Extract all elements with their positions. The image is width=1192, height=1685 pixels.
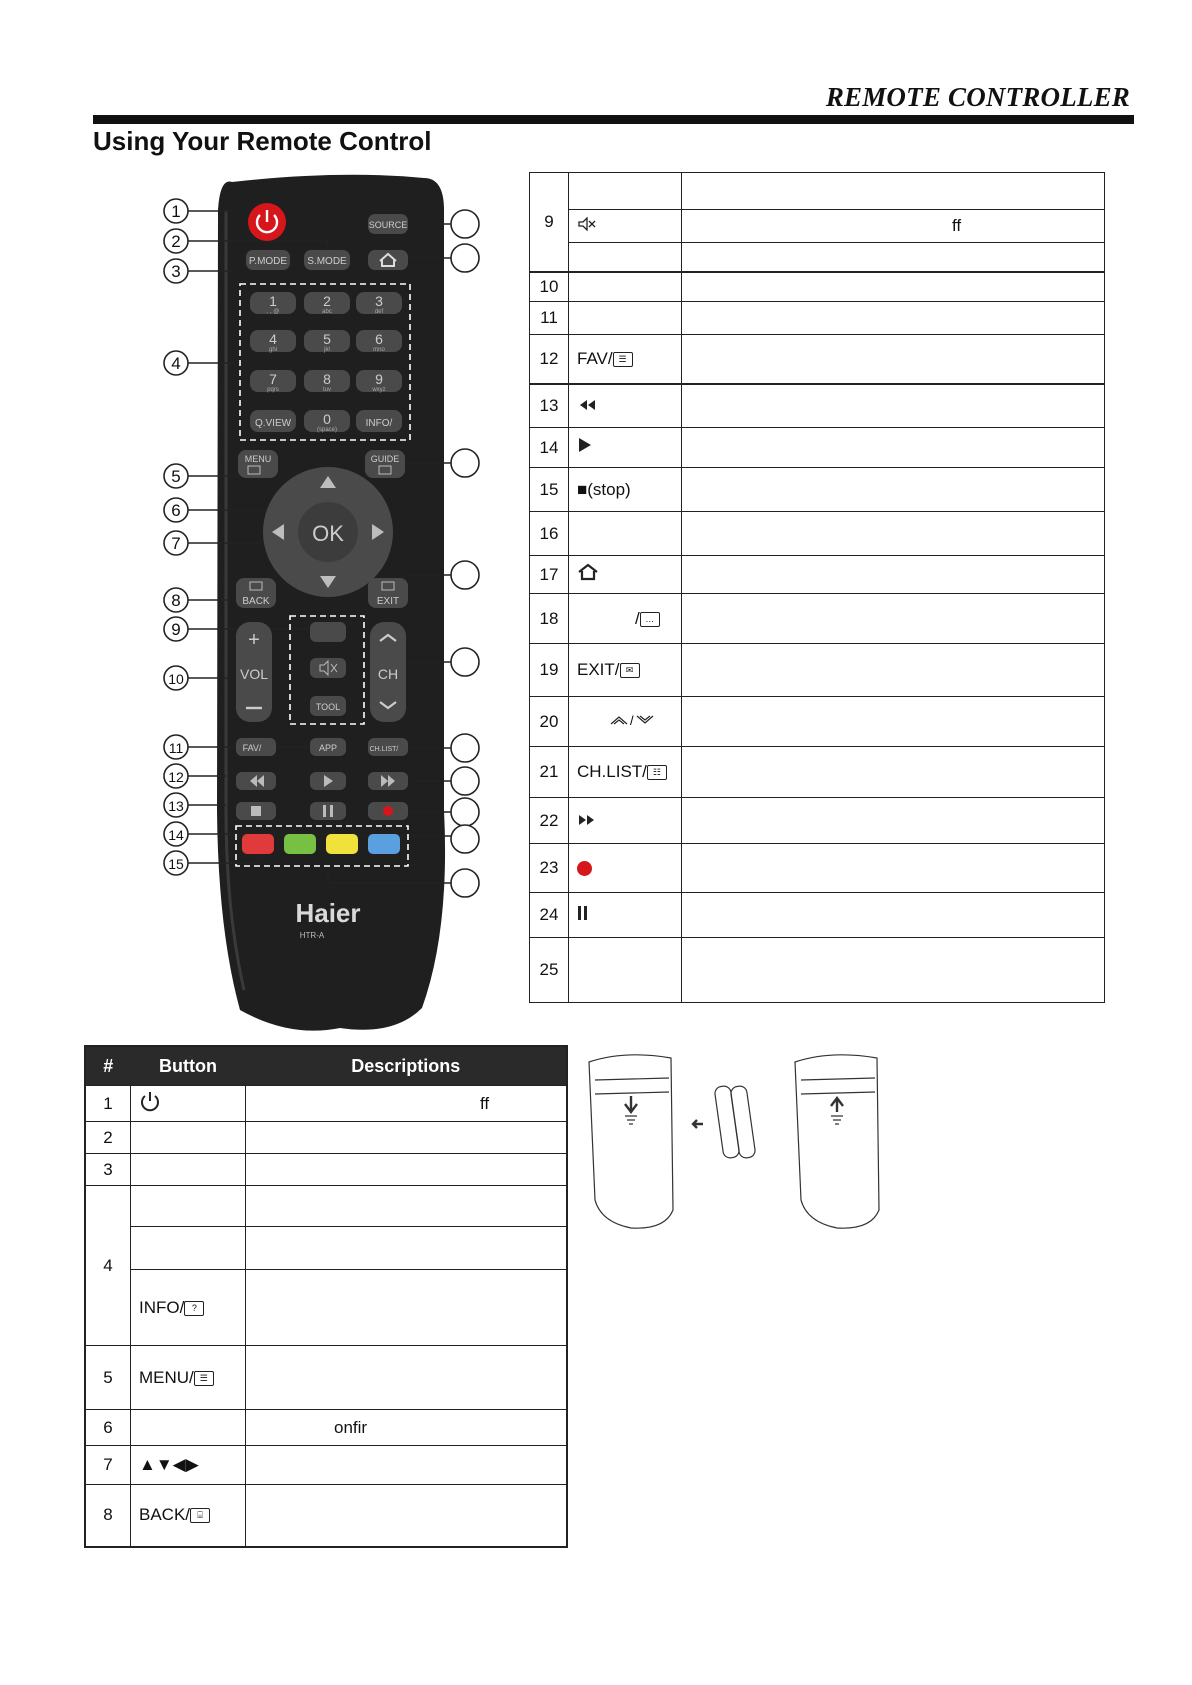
num4-sub-label: ghi	[268, 347, 278, 353]
callout-13-label: 13	[168, 798, 184, 814]
callout-7-label: 7	[171, 534, 181, 553]
fav-icon: ☰	[613, 352, 633, 367]
stop-icon	[251, 806, 261, 816]
num7-label: 7	[269, 371, 277, 387]
row-num: 16	[530, 512, 569, 556]
ok-label: OK	[312, 521, 344, 546]
callout-2-label: 2	[171, 232, 181, 251]
row-num: 21	[530, 747, 569, 798]
num5-sub-label: jkl	[324, 347, 330, 353]
menu-icon: ☰	[194, 1371, 214, 1386]
record-icon	[577, 861, 592, 876]
tool-button-label: TOOL	[315, 702, 341, 712]
num8-sub-label: tuv	[322, 387, 332, 393]
back-icon: ⌸	[190, 1508, 210, 1523]
callout-5-label: 5	[171, 467, 181, 486]
row-num: 12	[530, 335, 569, 384]
col-header-button: Button	[131, 1046, 246, 1086]
row-num: 24	[530, 893, 569, 938]
num0-sub-label: (space)	[316, 427, 338, 433]
smode-button-label: S.MODE	[307, 256, 347, 267]
yellow-key	[326, 834, 358, 854]
mute-icon	[577, 217, 597, 231]
row-num: 17	[530, 556, 569, 594]
num9-label: 9	[375, 371, 383, 387]
callout-15-label: 15	[168, 856, 184, 872]
btn-cell: ■(stop)	[569, 468, 682, 512]
callout-1-label: 1	[171, 202, 181, 221]
row-num: 19	[530, 644, 569, 697]
callout-6-label: 6	[171, 501, 181, 520]
row-num: 23	[530, 844, 569, 893]
remote-illustration	[160, 170, 500, 1040]
col-header-num: #	[85, 1046, 131, 1086]
svg-text:/: /	[630, 712, 634, 727]
row-num: 22	[530, 798, 569, 844]
num9-sub-label: wxyz	[372, 387, 386, 393]
btn-cell	[569, 210, 682, 243]
callout-17-circle	[451, 244, 479, 272]
ch-up-down-icon	[569, 697, 682, 747]
battery-install-illustration	[585, 1050, 915, 1240]
chlist-icon: ☷	[647, 765, 667, 780]
source-button-label: SOURCE	[368, 220, 408, 230]
callout-3-label: 3	[171, 262, 181, 281]
num2-label: 2	[323, 293, 331, 309]
desc-cell: ff	[682, 210, 1105, 243]
vol-label: VOL	[239, 666, 269, 682]
num4-label: 4	[269, 331, 277, 347]
exit-icon: ✉	[620, 663, 640, 678]
btn-cell: / …	[569, 594, 682, 644]
row-num: 20	[530, 697, 569, 747]
num1-label: 1	[269, 293, 277, 309]
green-key	[284, 834, 316, 854]
callout-11-label: 11	[168, 740, 184, 756]
model-label: HTR-A	[299, 931, 325, 940]
header-rule	[93, 115, 1134, 124]
record-icon	[383, 806, 393, 816]
subtitle-icon: …	[640, 612, 660, 627]
btn-cell: MENU/ ☰	[131, 1346, 246, 1410]
num8-label: 8	[323, 371, 331, 387]
arrow-keys-icon: ▲▼◀▶	[131, 1446, 246, 1485]
num0-label: 0	[323, 411, 331, 427]
num5-label: 5	[323, 331, 331, 347]
header-title: REMOTE CONTROLLER	[825, 82, 1130, 112]
info-label: INFO/	[365, 418, 393, 429]
red-key	[242, 834, 274, 854]
rewind-icon	[569, 384, 682, 428]
num3-label: 3	[375, 293, 383, 309]
callout-25-circle	[451, 869, 479, 897]
num3-sub-label: def	[374, 309, 384, 315]
play-icon	[569, 428, 682, 468]
num7-sub-label: pqrs	[267, 387, 279, 393]
btn-cell: BACK/ ⌸	[131, 1485, 246, 1547]
chlist-button-label: CH.LIST/	[369, 746, 399, 753]
pmode-button-label: P.MODE	[248, 256, 288, 267]
right-button-table	[529, 172, 1105, 1003]
power-icon	[131, 1086, 246, 1122]
fast-forward-icon	[569, 798, 682, 844]
svg-text:+: +	[248, 629, 260, 651]
num2-sub-label: abc	[322, 309, 332, 315]
callout-10-label: 10	[168, 671, 184, 687]
menu-button-label: MENU	[244, 454, 272, 464]
col-header-desc: Descriptions	[246, 1046, 568, 1086]
num6-label: 6	[375, 331, 383, 347]
brand-logo: Haier	[295, 898, 361, 928]
row-num: 9	[530, 173, 569, 272]
callout-21-circle	[451, 734, 479, 762]
row-num: 11	[530, 302, 569, 335]
btn-cell: INFO/ ?	[131, 1270, 246, 1346]
callout-16-circle	[451, 210, 479, 238]
blue-key	[368, 834, 400, 854]
left-button-table: # Button Descriptions 1 ff 2 3 4 INFO/ ? 5 MENU/ ☰ 6 onfir 7 ▲▼◀▶ 8 BACK/ ⌸	[84, 1045, 568, 1548]
callout-18-circle	[451, 449, 479, 477]
btn-cell: EXIT/ ✉	[569, 644, 682, 697]
callout-19-circle	[451, 561, 479, 589]
guide-button-label: GUIDE	[370, 454, 400, 464]
num1-sub-label: . , @	[266, 309, 280, 315]
btn-cell: FAV/ ☰	[569, 335, 682, 384]
row-num: 18	[530, 594, 569, 644]
callout-24-circle	[451, 825, 479, 853]
callout-4-label: 4	[171, 354, 181, 373]
ch-label: CH	[377, 666, 399, 682]
callout-8-label: 8	[171, 591, 181, 610]
row-num: 25	[530, 938, 569, 1003]
num6-sub-label: mno	[373, 347, 385, 353]
row-num: 13	[530, 384, 569, 428]
section-title: Using Your Remote Control	[93, 126, 432, 156]
qview-label: Q.VIEW	[254, 418, 292, 429]
callout-23-circle	[451, 798, 479, 826]
callout-14-label: 14	[168, 827, 184, 843]
fav-button-label: FAV/	[242, 743, 262, 753]
exit-button-label: EXIT	[376, 596, 400, 607]
row-num: 15	[530, 468, 569, 512]
callout-9-label: 9	[171, 620, 181, 639]
btn-cell: CH.LIST/ ☷	[569, 747, 682, 798]
pause-icon	[569, 893, 682, 938]
callout-22-circle	[451, 767, 479, 795]
info-icon: ?	[184, 1301, 204, 1316]
row-num: 10	[530, 272, 569, 302]
back-button-label: BACK	[242, 596, 270, 607]
home-icon	[569, 556, 682, 594]
row-num: 14	[530, 428, 569, 468]
callout-12-label: 12	[168, 769, 184, 785]
callout-20-circle	[451, 648, 479, 676]
app-button-label: APP	[318, 743, 338, 753]
